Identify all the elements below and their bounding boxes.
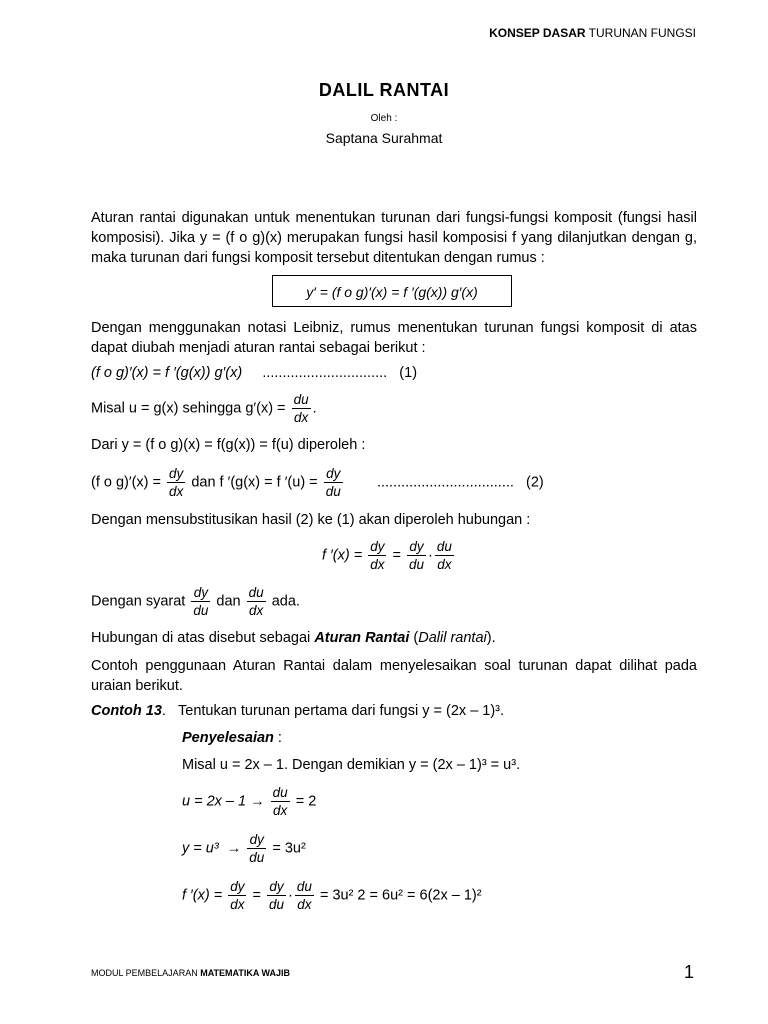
contoh-intro: Contoh penggunaan Aturan Rantai dalam menyelesaikan soal turunan dapat dilihat pada uraian berikut. [91,658,697,694]
penyelesaian-label: Penyelesaian : [182,730,282,746]
byline-label: Oleh : [370,113,398,124]
formula-box: y′ = (f o g)′(x) = f ′(g(x)) g′(x) [272,275,512,307]
dari-line: Dari y = (f o g)(x) = f(g(x)) = f(u) diperoleh : [91,437,366,453]
misal-2: Misal u = 2x – 1. Dengan demikian y = (2x – 1)³ = u³. [182,757,521,773]
syarat-line: Dengan syarat $\frac{dy}{du}$ dan $\frac{du}{dx}$ ada. [91,585,300,618]
page-number: 1 [683,962,694,982]
page-title: DALIL RANTAI [318,80,450,100]
u-derivative: u = 2x – 1 → $\frac{du}{dx}$ = 2 [182,785,317,818]
footer: MODUL PEMBELAJARAN MATEMATIKA WAJIB [91,968,291,978]
contoh-13: Contoh 13. Tentukan turunan pertama dari fungsi y = (2x – 1)³. [91,703,505,719]
intro-paragraph: Aturan rantai digunakan untuk menentukan turunan dari fungsi-fungsi komposit (fungsi hasil komposisi). Jika y = (f o g)(x) merupakan fungsi hasil komposisi f yang dilanjutkan dengan g, maka turunan dari fungsi komposit tersebut ditentukan dengan rumus : [91,210,697,266]
leibniz-paragraph: Dengan menggunakan notasi Leibniz, rumus menentukan turunan fungsi komposit di atas dapat diubah menjadi aturan rantai sebagai berikut : [91,320,697,356]
misal-line: Misal u = g(x) sehingga g′(x) = $\frac{du}{dx}$ . [91,392,317,425]
equation-2: (f o g)′(x) = $\frac{dy}{dx}$ dan f ′(g(x) = f ′(u) = $\frac{dy}{du}$ .................................. (2) [91,466,544,499]
y-derivative: y = u³ → $\frac{dy}{du}$ = 3u² [182,832,306,865]
f-derivative-result: f ′(x) = $\frac{dy}{dx}$ = $\frac{dy}{du}$ · $\frac{du}{dx}$ = 3u² 2 = 6u² = 6(2x – 1)² [182,879,482,912]
equation-1: (f o g)′(x) = f ′(g(x)) g′(x) ............................... (1) [91,365,418,381]
substitution-line: Dengan mensubstitusikan hasil (2) ke (1) akan diperoleh hubungan : [91,512,531,528]
chain-rule-formula: f ′(x) = $\frac{dy}{dx}$ = $\frac{dy}{du}$ · $\frac{du}{dx}$ [322,539,452,572]
hubungan-line: Hubungan di atas disebut sebagai Aturan Rantai (Dalil rantai). [91,630,496,646]
author-name: Saptana Surahmat [325,130,443,146]
running-header: KONSEP DASAR TURUNAN FUNGSI [489,26,696,40]
